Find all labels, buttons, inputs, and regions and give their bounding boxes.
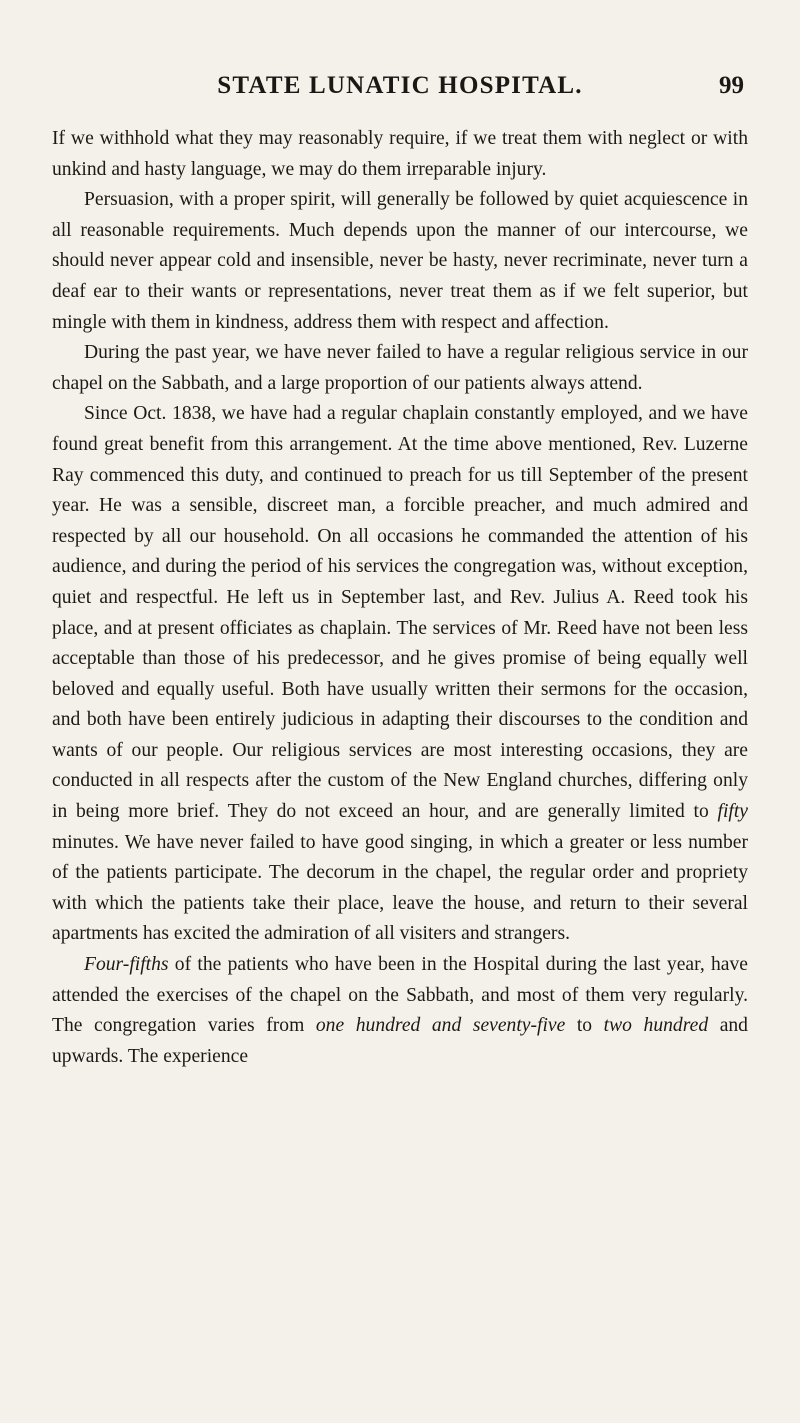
paragraph-5-text-b: to	[565, 1015, 604, 1037]
running-title: STATE LUNATIC HOSPITAL.	[217, 72, 583, 99]
paragraph-3: During the past year, we have never failed to have a regular religious service in our chapel on the Sabbath, and a large proportion of our patients always attend.	[52, 342, 748, 394]
paragraph-2: Persuasion, with a proper spirit, will generally be followed by quiet acquiescence in all reasonable requirements. Much depends upon the manner of our intercourse, we should never appear cold and insensible, never be hasty, never recriminate, never turn a deaf ear to their wants or representations, never treat them as if we felt superior, but mingle with them in kindness, address them with respect and affection.	[52, 189, 748, 333]
paragraph-4-italic: fifty	[717, 801, 748, 823]
paragraph-5-italic-a: Four-fifths	[84, 954, 169, 976]
paragraph-4-text: Since Oct. 1838, we have had a regular chaplain constantly employed, and we have found great benefit from this arrangement. At the time above mentioned, Rev. Luzerne Ray commenced this duty, and continued to preach for us till September of the present year. He was a sensible, discreet man, a forcible preacher, and much admired and respected by all our household. On all occasions he commanded the attention of his audience, and during the period of his services the congregation was, without exception, quiet and respectful. He left us in September last, and Rev. Julius A. Reed took his place, and at present officiates as chaplain. The services of Mr. Reed have not been less acceptable than those of his predecessor, and he gives promise of being equally well beloved and equally useful. Both have usually written their sermons for the occasion, and both have been entirely judicious in adapting their discourses to the condition and wants of our people. Our religious services are most interesting occasions, they are conducted in all respects after the custom of the New England churches, differing only in being more brief. They do not exceed an hour, and are generally limited to	[52, 403, 748, 823]
page-number: 99	[719, 72, 744, 99]
paragraph-5-text-a: of the patients who have been in the Hospital during the last year, have attended the exercises of the chapel on the Sabbath, and most of them very regularly. The congregation varies from	[52, 954, 748, 1037]
paragraph-5-italic-b: one hundred and seventy-five	[315, 1015, 566, 1037]
paragraph-5-text-c: and upwards. The experience	[52, 1015, 748, 1067]
paragraph-4	[52, 399, 748, 950]
paragraph-4-text-end: minutes. We have never failed to have good singing, in which a greater or less number of the patients participate. The decorum in the chapel, the regular order and propriety with which the patients take their place, leave the house, and return to their several apartments has excited the admiration of all visiters and strangers.	[52, 831, 748, 945]
paragraph-5-italic-c: two hundred	[603, 1015, 709, 1037]
paragraph-1: If we withhold what they may reasonably require, if we treat them with neglect or with unkind and hasty language, we may do them irreparable injury.	[52, 128, 748, 180]
running-head	[52, 72, 748, 112]
body-text	[52, 124, 748, 1072]
paragraph-5	[52, 950, 748, 1072]
